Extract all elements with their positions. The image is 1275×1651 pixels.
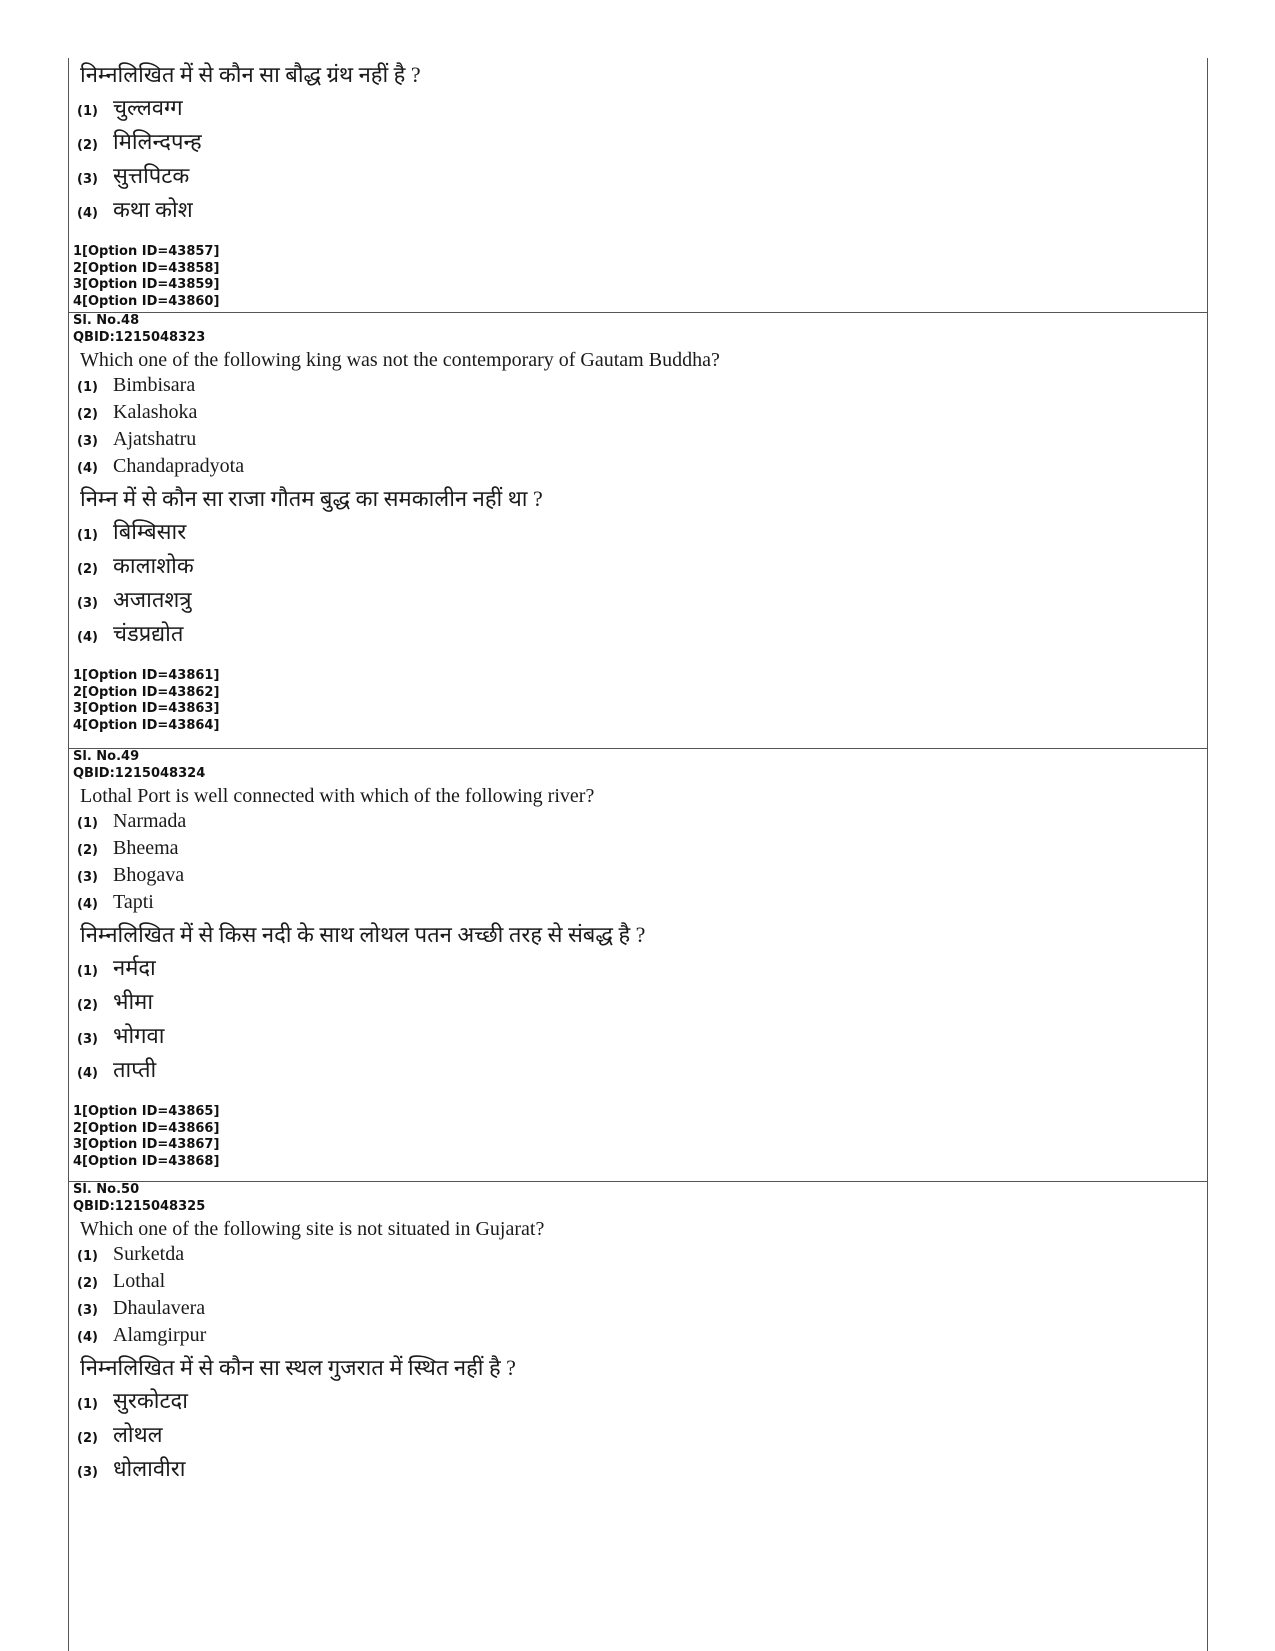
- option-number: (2): [77, 562, 98, 577]
- option-text: कालाशोक: [113, 553, 194, 578]
- question-paper: [68, 58, 1208, 1651]
- option-english-4: [73, 1324, 1207, 1351]
- option-text: बिम्बिसार: [113, 519, 187, 544]
- serial-number: Sl. No.50: [73, 1182, 140, 1197]
- option-english-4: [73, 455, 1207, 482]
- option-text: Bhogava: [113, 864, 185, 886]
- option-text: Surketda: [113, 1243, 185, 1265]
- option-number: (1): [77, 380, 98, 395]
- option-english-2: [73, 1270, 1207, 1297]
- question-hindi: निम्नलिखित में से कौन सा बौद्ध ग्रंथ नहीं है ?: [80, 62, 421, 87]
- question-bank-id: QBID:1215048324: [73, 765, 206, 781]
- option-hindi-1: [73, 516, 1207, 550]
- option-number: (4): [77, 630, 98, 645]
- option-number: (4): [77, 1330, 98, 1345]
- option-id-list: [73, 1104, 1207, 1170]
- question-english: Lothal Port is well connected with which of the following river?: [80, 785, 595, 807]
- option-text: कथा कोश: [113, 197, 193, 222]
- option-number: (1): [77, 1249, 98, 1264]
- option-id: 2[Option ID=43858]: [73, 260, 220, 276]
- option-english-4: [73, 891, 1207, 918]
- question-hindi: निम्न में से कौन सा राजा गौतम बुद्ध का समकालीन नहीं था ?: [80, 486, 543, 511]
- option-id: 4[Option ID=43864]: [73, 717, 220, 733]
- option-number: (2): [77, 138, 98, 153]
- option-id: 3[Option ID=43859]: [73, 277, 220, 292]
- option-hindi-2: [73, 550, 1207, 584]
- serial-number: Sl. No.49: [73, 749, 140, 764]
- option-number: (2): [77, 407, 98, 422]
- question-bank-id: QBID:1215048323: [73, 329, 206, 345]
- option-number: (2): [77, 843, 98, 858]
- option-hindi-1: [73, 1385, 1207, 1419]
- option-number: (1): [77, 816, 98, 831]
- option-number: (1): [77, 104, 98, 119]
- option-id: 3[Option ID=43867]: [73, 1137, 220, 1152]
- option-text: सुत्तपिटक: [113, 163, 190, 188]
- question-block-49: [69, 749, 1207, 1182]
- option-english-2: [73, 837, 1207, 864]
- option-number: (1): [77, 964, 98, 979]
- option-id: 1[Option ID=43861]: [73, 668, 220, 683]
- option-text: चुल्लवग्ग: [113, 95, 183, 120]
- option-id: 4[Option ID=43868]: [73, 1153, 220, 1169]
- option-text: Bheema: [113, 837, 179, 859]
- option-english-3: [73, 864, 1207, 891]
- option-text: Alamgirpur: [113, 1324, 207, 1346]
- option-english-3: [73, 1297, 1207, 1324]
- option-id: 1[Option ID=43857]: [73, 244, 220, 259]
- option-text: मिलिन्दपन्ह: [113, 129, 202, 154]
- option-hindi-1: [73, 952, 1207, 986]
- option-number: (1): [77, 1397, 98, 1412]
- option-text: ताप्ती: [113, 1057, 157, 1082]
- question-hindi: निम्नलिखित में से कौन सा स्थल गुजरात में स्थित नहीं है ?: [80, 1355, 516, 1380]
- question-bank-id: QBID:1215048325: [73, 1198, 206, 1214]
- option-hindi-2: [73, 126, 1207, 160]
- option-number: (4): [77, 206, 98, 221]
- option-hindi-3: [73, 1453, 1207, 1487]
- option-id-list: [73, 668, 1207, 734]
- option-number: (2): [77, 998, 98, 1013]
- question-hindi: निम्नलिखित में से किस नदी के साथ लोथल पतन अच्छी तरह से संबद्ध है ?: [80, 922, 646, 947]
- option-text: Kalashoka: [113, 401, 198, 423]
- option-hindi-4: [73, 618, 1207, 652]
- option-text: Tapti: [113, 891, 154, 913]
- option-number: (3): [77, 596, 98, 611]
- option-number: (4): [77, 1066, 98, 1081]
- option-english-1: [73, 810, 1207, 837]
- option-hindi-3: [73, 160, 1207, 194]
- question-block-48: [69, 313, 1207, 749]
- option-number: (4): [77, 461, 98, 476]
- option-number: (2): [77, 1276, 98, 1291]
- option-id: 4[Option ID=43860]: [73, 293, 220, 309]
- option-text: Lothal: [113, 1270, 166, 1292]
- option-text: चंडप्रद्योत: [113, 621, 184, 646]
- option-hindi-3: [73, 584, 1207, 618]
- option-text: Ajatshatru: [113, 428, 197, 450]
- serial-number: Sl. No.48: [73, 313, 140, 328]
- option-number: (1): [77, 528, 98, 543]
- option-english-2: [73, 401, 1207, 428]
- option-text: भोगवा: [113, 1023, 165, 1048]
- option-id-list: [73, 244, 1207, 310]
- option-english-1: [73, 1243, 1207, 1270]
- option-text: सुरकोटदा: [113, 1388, 188, 1413]
- option-number: (3): [77, 172, 98, 187]
- option-hindi-2: [73, 1419, 1207, 1453]
- option-number: (2): [77, 1431, 98, 1446]
- option-hindi-3: [73, 1020, 1207, 1054]
- question-english: Which one of the following site is not situated in Gujarat?: [80, 1218, 545, 1240]
- option-hindi-4: [73, 1054, 1207, 1088]
- option-text: धोलावीरा: [113, 1456, 186, 1481]
- option-id: 1[Option ID=43865]: [73, 1104, 220, 1119]
- option-id: 2[Option ID=43866]: [73, 1120, 220, 1136]
- option-number: (3): [77, 434, 98, 449]
- option-number: (4): [77, 897, 98, 912]
- option-text: लोथल: [113, 1422, 163, 1447]
- question-block-47: [69, 58, 1207, 313]
- option-text: नर्मदा: [113, 955, 156, 980]
- option-text: Chandapradyota: [113, 455, 245, 477]
- option-text: Narmada: [113, 810, 187, 832]
- option-text: भीमा: [113, 989, 154, 1014]
- option-hindi-1: [73, 92, 1207, 126]
- option-number: (3): [77, 1032, 98, 1047]
- question-block-50: [69, 1182, 1207, 1491]
- option-text: अजातशत्रु: [113, 587, 192, 612]
- option-id: 2[Option ID=43862]: [73, 684, 220, 700]
- option-id: 3[Option ID=43863]: [73, 701, 220, 716]
- option-english-3: [73, 428, 1207, 455]
- option-number: (3): [77, 1303, 98, 1318]
- question-english: Which one of the following king was not the contemporary of Gautam Buddha?: [80, 349, 720, 371]
- option-number: (3): [77, 1465, 98, 1480]
- option-text: Bimbisara: [113, 374, 196, 396]
- option-hindi-2: [73, 986, 1207, 1020]
- option-number: (3): [77, 870, 98, 885]
- option-text: Dhaulavera: [113, 1297, 206, 1319]
- option-hindi-4: [73, 194, 1207, 228]
- option-english-1: [73, 374, 1207, 401]
